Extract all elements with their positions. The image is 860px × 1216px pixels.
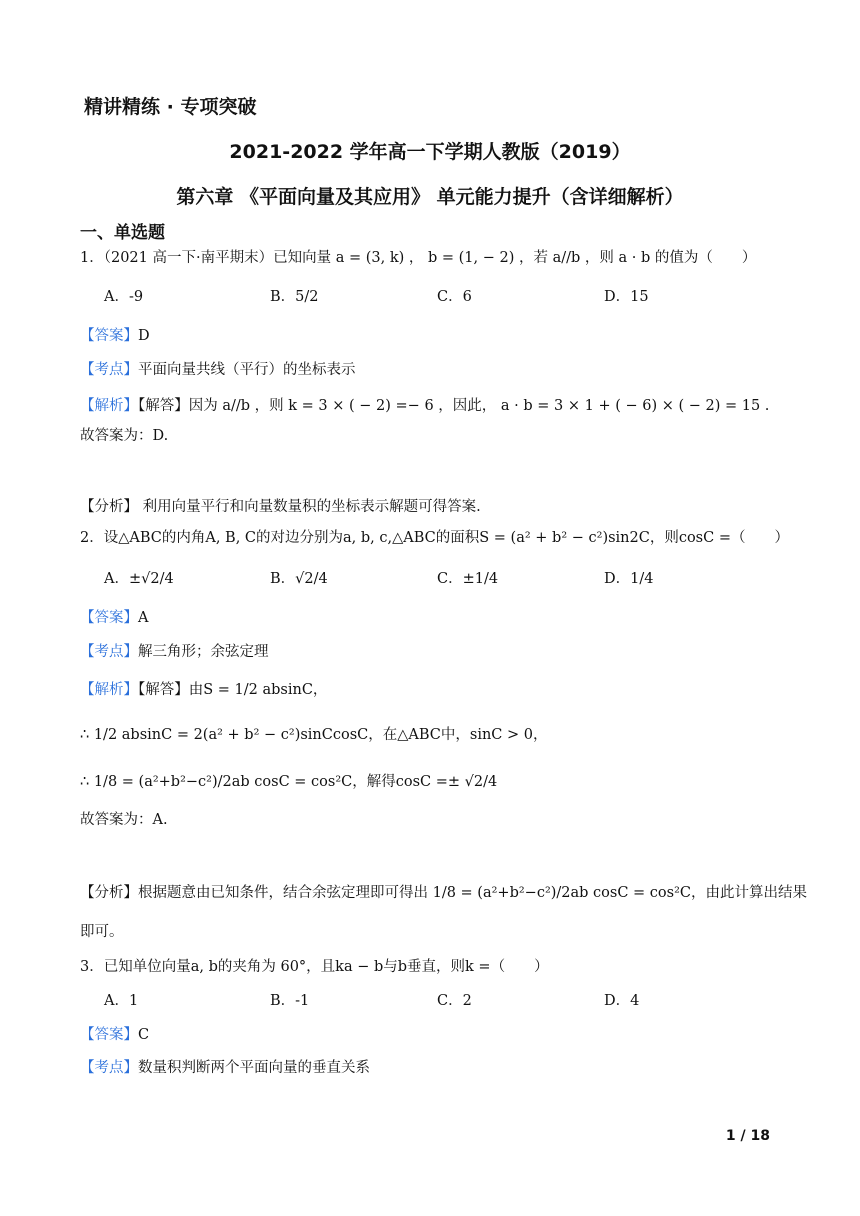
- q1-point: 平面向量共线（平行）的坐标表示: [138, 362, 356, 378]
- q1-analysis-line1: 【解答】因为 a//b ，则 k = 3 × ( − 2) =− 6 ，因此， a · b = 3 × 1 + ( − 6) × ( − 2) = 15 .: [138, 398, 770, 414]
- analysis-tag: 【解析】: [80, 398, 138, 414]
- q3-answer: C: [138, 1027, 150, 1043]
- q1-option-a: A．-9: [104, 289, 144, 305]
- q1-point-row: [80, 360, 356, 380]
- q1-option-b: B．5/2: [270, 289, 319, 305]
- q1-option-d: D．15: [604, 289, 649, 305]
- q1-analysis-line2: 故答案为：D.: [80, 428, 169, 444]
- q2-option-c: C．±1/4: [437, 571, 499, 587]
- q2-analysis-line4: 故答案为：A.: [80, 812, 168, 828]
- q3-option-c: C．2: [437, 993, 472, 1009]
- q3-option-a: A．1: [104, 993, 139, 1009]
- q3-answer-row: [80, 1025, 149, 1045]
- q2-stem: 2．设△ABC的内角A, B, C的对边分别为a, b, c,△ABC的面积S = (a² + b² − c²)sin2C，则cosC =（ ）: [80, 530, 789, 546]
- point-tag: 【考点】: [80, 362, 138, 378]
- page-number: 1 / 18: [725, 1128, 770, 1144]
- q3-point: 数量积判断两个平面向量的垂直关系: [138, 1060, 370, 1076]
- q2-answer: A: [138, 610, 149, 626]
- title-line-2: 第六章 《平面向量及其应用》 单元能力提升（含详细解析）: [176, 186, 684, 208]
- q2-option-a: A．±√2/4: [104, 571, 174, 587]
- point-tag: 【考点】: [80, 644, 138, 660]
- q2-option-b: B．√2/4: [270, 571, 328, 587]
- q1-analysis-row: [80, 396, 769, 416]
- q2-analysis-row: [80, 680, 327, 700]
- q2-analysis-line1: 【解答】由S = 1/2 absinC，: [138, 682, 328, 698]
- answer-tag: 【答案】: [80, 1027, 138, 1043]
- q2-option-d: D．1/4: [604, 571, 654, 587]
- q3-option-b: B．-1: [270, 993, 310, 1009]
- q2-point-row: [80, 642, 269, 662]
- q2-analysis-line2: ∴ 1/2 absinC = 2(a² + b² − c²)sinCcosC，在△ABC中，sinC > 0，: [80, 727, 548, 743]
- analysis-tag: 【解析】: [80, 682, 138, 698]
- section-heading: 一、单选题: [80, 223, 165, 243]
- point-tag: 【考点】: [80, 1060, 138, 1076]
- q1-answer: D: [138, 328, 150, 344]
- q2-point: 解三角形；余弦定理: [138, 644, 269, 660]
- q1-stem: 1．（2021 高一下·南平期末）已知向量 a = (3, k) ， b = (1, − 2) ，若 a//b ，则 a · b 的值为（ ）: [80, 250, 757, 266]
- q2-analysis-line3: ∴ 1/8 = (a²+b²−c²)/2ab cosC = cos²C，解得cosC =± √2/4: [80, 774, 498, 790]
- q3-point-row: [80, 1058, 370, 1078]
- q1-fenxi: 【分析】 利用向量平行和向量数量积的坐标表示解题可得答案.: [80, 499, 481, 515]
- title-line-1: 2021-2022 学年高一下学期人教版（2019）: [229, 141, 631, 163]
- brand-heading: 精讲精练 · 专项突破: [84, 96, 257, 118]
- q2-fenxi-line1: 【分析】根据题意由已知条件，结合余弦定理即可得出 1/8 = (a²+b²−c²)/2ab cosC = cos²C，由此计算出结果: [80, 885, 808, 901]
- q3-option-d: D．4: [604, 993, 640, 1009]
- q1-answer-row: [80, 326, 150, 346]
- q2-fenxi-line2: 即可。: [80, 924, 124, 940]
- q1-option-c: C．6: [437, 289, 472, 305]
- q3-stem: 3．已知单位向量a, b的夹角为 60°，且ka − b与b垂直，则k =（ ）: [80, 959, 549, 975]
- answer-tag: 【答案】: [80, 328, 138, 344]
- q2-answer-row: [80, 608, 148, 628]
- answer-tag: 【答案】: [80, 610, 138, 626]
